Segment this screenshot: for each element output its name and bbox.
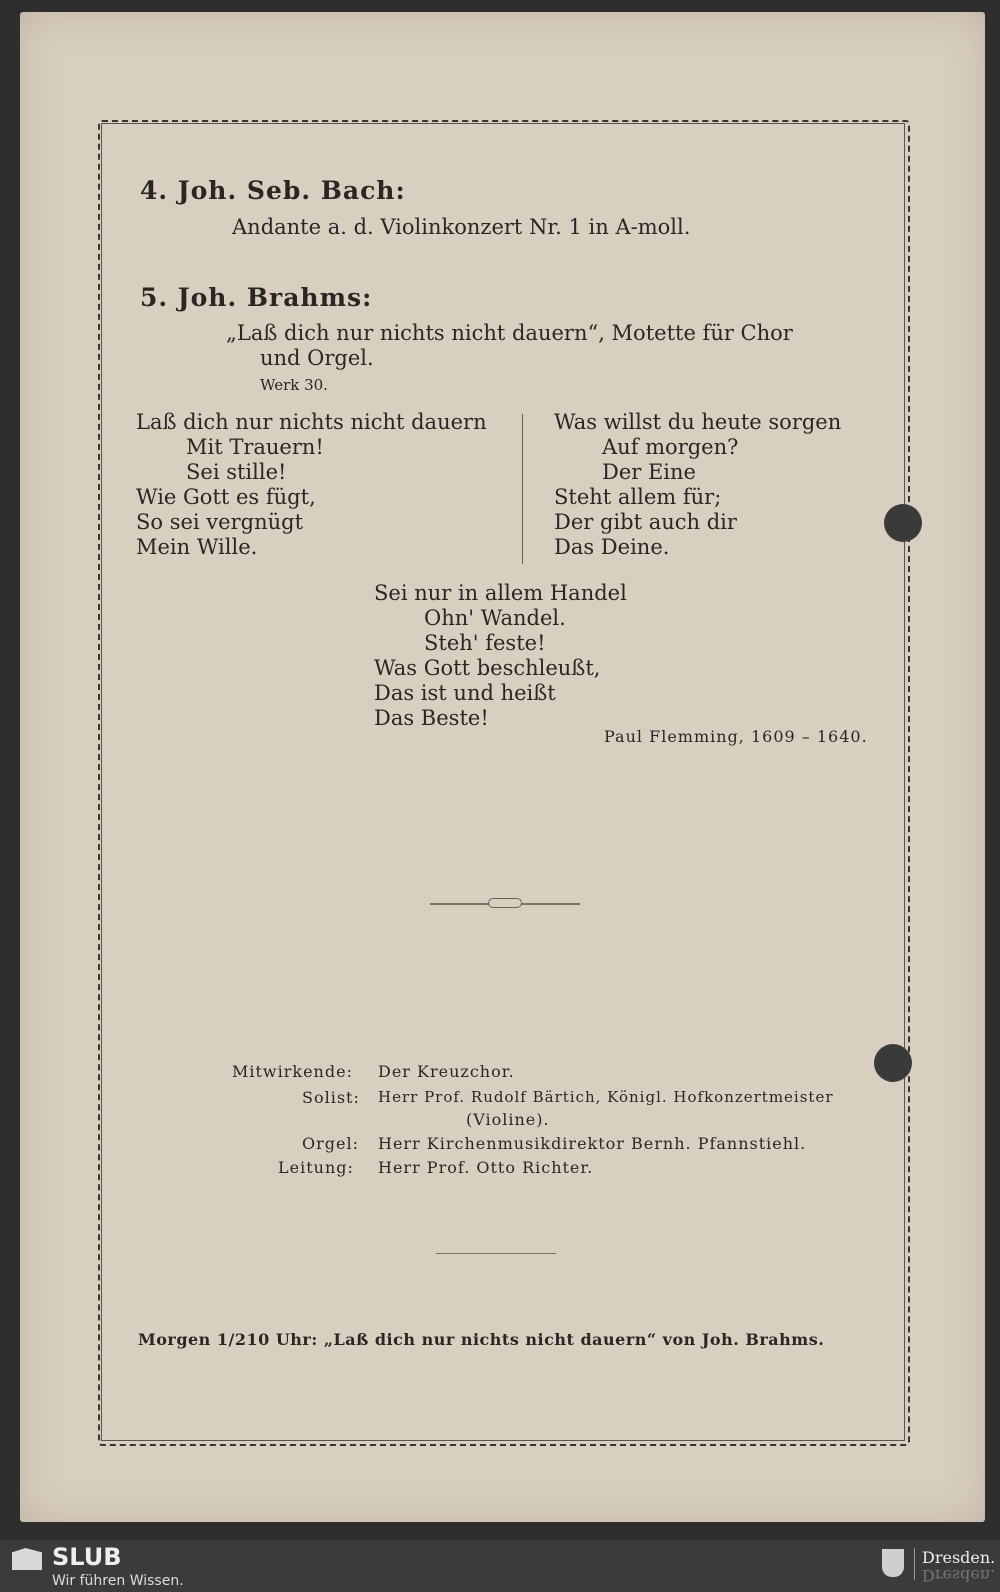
poem-right-line: Das Deine. [554, 535, 670, 559]
punch-hole-icon [874, 1044, 912, 1082]
footer-separator [914, 1548, 915, 1580]
poem-right-line: Auf morgen? [602, 435, 739, 459]
poem-center-line: Das ist und heißt [374, 681, 556, 705]
program-item-5-work-line1: „Laß dich nur nichts nicht dauern“, Motette für Chor [226, 321, 793, 345]
poem-left-line: Mein Wille. [136, 535, 258, 559]
poem-right-line: Der Eine [602, 460, 696, 484]
dresden-crest-icon [882, 1549, 904, 1577]
poem-left-line: Wie Gott es fügt, [136, 485, 316, 509]
divider-rule [436, 1253, 556, 1254]
poem-left-line: Mit Trauern! [186, 435, 324, 459]
credit-organ-value: Herr Kirchenmusikdirektor Bernh. Pfannstiehl. [378, 1134, 807, 1153]
poem-author: Paul Flemming, 1609 – 1640. [604, 727, 868, 746]
city-name-reflection: Dresden. [922, 1566, 996, 1585]
poem-center-line: Das Beste! [374, 706, 489, 730]
program-item-4-work: Andante a. d. Violinkonzert Nr. 1 in A-moll. [232, 215, 691, 239]
program-item-5-opus: Werk 30. [260, 376, 328, 394]
credit-performers-value: Der Kreuzchor. [378, 1062, 515, 1081]
slub-logo-icon [12, 1548, 42, 1570]
poem-right-line: Steht allem für; [554, 485, 722, 509]
program-item-4-heading: 4. Joh. Seb. Bach: [140, 176, 406, 205]
credit-conductor-value: Herr Prof. Otto Richter. [378, 1158, 594, 1177]
ornament-icon [488, 898, 522, 908]
punch-hole-icon [884, 504, 922, 542]
credit-organ-label: Orgel: [302, 1134, 359, 1153]
city-name: Dresden. [922, 1548, 996, 1567]
poem-center-line: Steh' feste! [424, 631, 546, 655]
library-tagline: Wir führen Wissen. [52, 1573, 184, 1589]
poem-left-line: Sei stille! [186, 460, 287, 484]
poem-right-line: Was willst du heute sorgen [554, 410, 842, 434]
poem-left-line: Laß dich nur nichts nicht dauern [136, 410, 487, 434]
credit-performers-label: Mitwirkende: [232, 1062, 353, 1081]
poem-center-line: Was Gott beschleußt, [374, 656, 601, 680]
program-item-5-work-line2: und Orgel. [260, 346, 374, 370]
library-name: SLUB [52, 1543, 122, 1571]
poem-center-line: Ohn' Wandel. [424, 606, 566, 630]
program-item-5-heading: 5. Joh. Brahms: [140, 283, 373, 312]
credit-conductor-label: Leitung: [278, 1158, 354, 1177]
poem-center-line: Sei nur in allem Handel [374, 581, 627, 605]
poem-right-line: Der gibt auch dir [554, 510, 737, 534]
column-divider [522, 414, 523, 564]
credit-soloist-value: Herr Prof. Rudolf Bärtich, Königl. Hofkonzertmeister [378, 1088, 834, 1106]
credit-soloist-label: Solist: [302, 1088, 360, 1107]
poem-left-line: So sei vergnügt [136, 510, 304, 534]
credit-soloist-value2: (Violine). [466, 1110, 550, 1129]
announcement: Morgen 1/210 Uhr: „Laß dich nur nichts nicht dauern“ von Joh. Brahms. [138, 1330, 825, 1349]
